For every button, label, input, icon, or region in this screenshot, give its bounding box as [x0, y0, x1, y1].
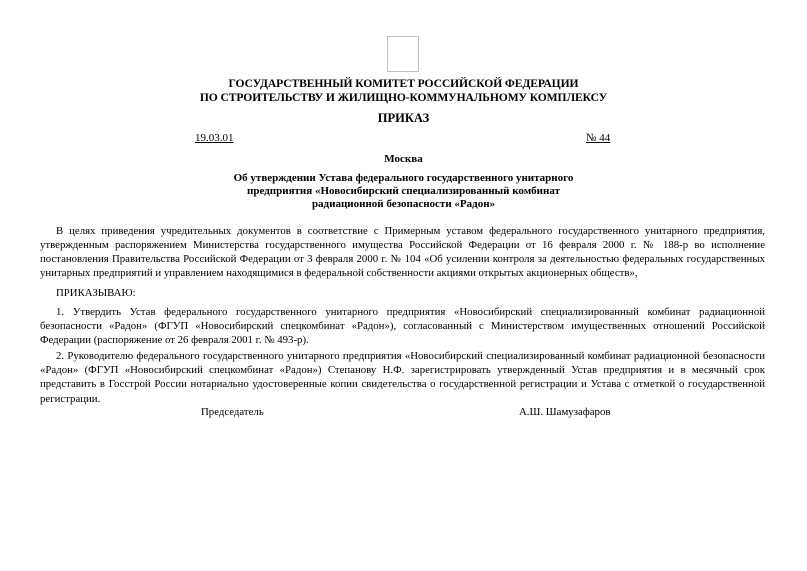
state-emblem-icon: [387, 36, 419, 72]
order-item-1: 1. Утвердить Устав федерального государственного унитарного предприятия «Новосибирский специализированный комбинат радиационной безопасности «Радон» (ФГУП «Новосибирский спецкомбинат «Радон»), согласованный с Министерством имущественных отношений Российской Федерации (распоряжение от 26 февраля 2001 г. № 493-р).: [40, 306, 765, 347]
signatory-title: Председатель: [201, 406, 264, 418]
organization-name-line2: ПО СТРОИТЕЛЬСТВУ И ЖИЛИЩНО-КОММУНАЛЬНОМУ КОМПЛЕКСУ: [199, 91, 608, 104]
order-directive-word: ПРИКАЗЫВАЮ:: [56, 287, 136, 299]
preamble-block: [40, 224, 765, 280]
subject-line3: радиационной безопасности «Радон»: [311, 198, 496, 210]
order-number: № 44: [586, 132, 611, 144]
subject-line2: предприятия «Новосибирский специализированный комбинат: [247, 185, 560, 197]
order-item-2: 2. Руководителю федерального государственного унитарного предприятия «Новосибирский специализированный комбинат радиационной безопасности «Радон» (ФГУП «Новосибирский спецкомбинат «Радон») Степанову Н.Ф. зарегистрировать утвержденный Устав предприятия и в месячный срок представить в Госстрой России нотариально удостоверенные копии свидетельства о государственной регистрации и Устава с отметкой о государственной регистрации.: [40, 350, 765, 405]
document-type: ПРИКАЗ: [377, 111, 430, 125]
order-items: [40, 305, 765, 406]
order-date: 19.03.01: [195, 132, 234, 144]
signatory-name: А.Ш. Шамузафаров: [519, 406, 611, 418]
subject-line1: Об утверждении Устава федерального государственного унитарного: [233, 172, 574, 184]
issue-city: Москва: [384, 153, 423, 165]
organization-name-line1: ГОСУДАРСТВЕННЫЙ КОМИТЕТ РОССИЙСКОЙ ФЕДЕРАЦИИ: [228, 77, 579, 90]
preamble-paragraph: В целях приведения учредительных документов в соответствие с Примерным уставом федерального государственного унитарного предприятия, утвержденным распоряжением Министерства государственного имущества Российской Федерации от 16 февраля 2000 г. № 188-р во исполнение постановления Правительства Российской Федерации от 3 февраля 2000 г. № 104 «Об усилении контроля за деятельностью федеральных государственных унитарных предприятий и управлением находящимися в федеральной собственности акциями открытых акционерных обществ»,: [40, 225, 765, 280]
